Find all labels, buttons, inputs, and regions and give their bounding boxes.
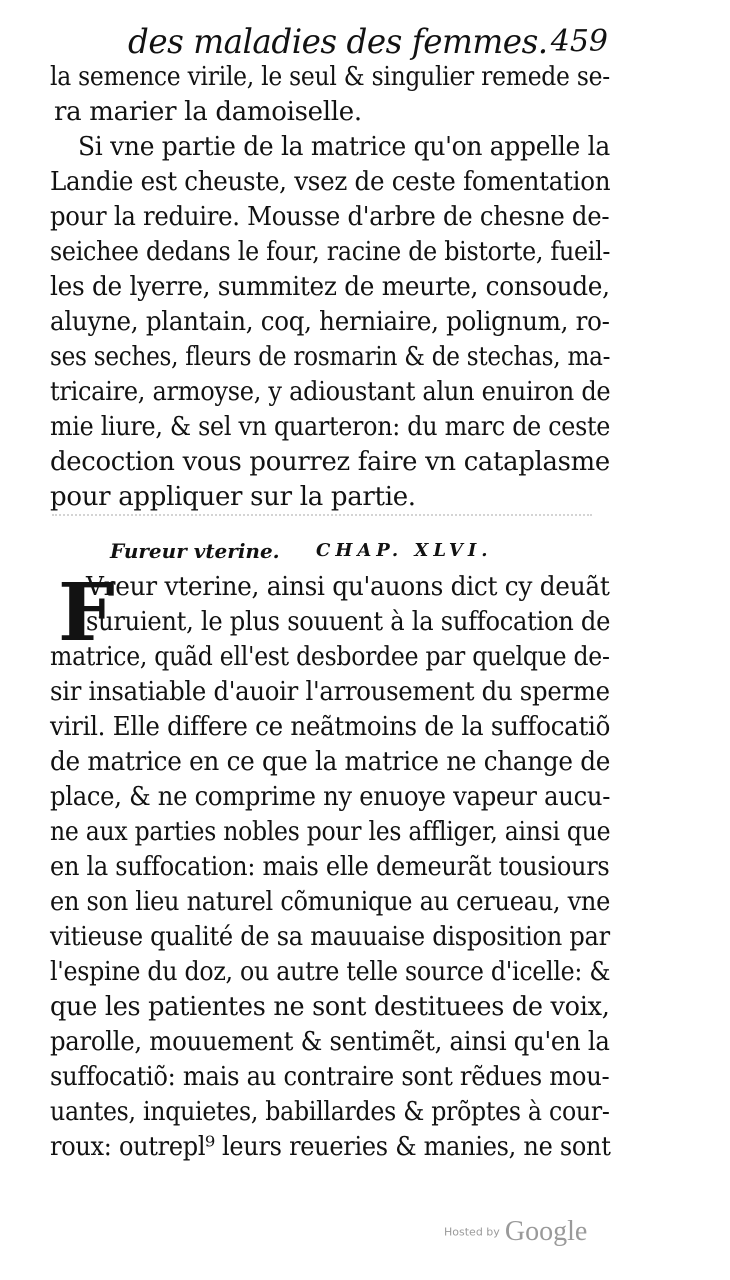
text-line: ses seches, fleurs de rosmarin & de stechas, ma- [50, 342, 611, 372]
text-line: viril. Elle differe ce neãtmoins de la suffocatiõ [50, 712, 611, 742]
text-line: la semence virile, le seul & singulier remede se- [50, 62, 610, 92]
text-line: parolle, mouuement & sentimẽt, ainsi qu'en la [50, 1027, 610, 1057]
page-number: 459 [550, 24, 608, 59]
text-line: roux: outrepl⁹ leurs reueries & manies, ne sont [50, 1132, 611, 1162]
text-line: tricaire, armoyse, y adioustant alun enuiron de [50, 377, 611, 407]
text-line: en la suffocation: mais elle demeurãt tousiours [50, 852, 610, 882]
text-line: pour la reduire. Mousse d'arbre de chesne de- [50, 202, 610, 232]
running-title: des maladies des femmes. [128, 22, 548, 62]
text-line: suffocatiõ: mais au contraire sont rẽdues mou- [50, 1062, 610, 1092]
text-line: l'espine du doz, ou autre telle source d'icelle: & [50, 957, 611, 987]
text-line: seichee dedans le four, racine de bistorte, fueil- [50, 237, 611, 267]
text-line: de matrice en ce que la matrice ne change de [50, 747, 611, 777]
text-line: mie liure, & sel vn quarteron: du marc de ceste [50, 412, 611, 442]
text-line: que les patientes ne sont destituees de voix, [50, 992, 610, 1022]
text-line: decoction vous pourrez faire vn cataplasme [50, 447, 610, 477]
text-line: aluyne, plantain, coq, herniaire, polignum, ro- [50, 307, 610, 337]
text-line: vitieuse qualité de sa mauuaise disposition par [50, 922, 610, 952]
text-line: place, & ne comprime ny enuoye vapeur aucu- [50, 782, 611, 812]
hosted-by-google-watermark [444, 1216, 587, 1248]
drop-cap-initial: F [58, 565, 115, 659]
chapter-heading [110, 534, 570, 568]
faint-bleedthrough-divider [52, 514, 592, 522]
watermark-prefix: Hosted by [444, 1225, 500, 1239]
text-line: en son lieu naturel cõmunique au cerueau, vne [50, 887, 611, 917]
text-line: pour appliquer sur la partie. [50, 482, 416, 512]
text-line: Si vne partie de la matrice qu'on appelle la [78, 132, 610, 162]
text-line: matrice, quãd ell'est desbordee par quelque de- [50, 642, 610, 672]
text-line: sir insatiable d'auoir l'arrousement du sperme [50, 677, 610, 707]
text-line: Vreur vterine, ainsi qu'auons dict cy deuãt [86, 572, 610, 602]
text-line: les de lyerre, summitez de meurte, consoude, [50, 272, 610, 302]
text-line: ra marier la damoiselle. [54, 97, 362, 127]
text-line: uantes, inquietes, babillardes & prõptes à cour- [50, 1097, 610, 1127]
chapter-number: CHAP. XLVI. [316, 540, 493, 561]
running-head [128, 20, 608, 64]
google-logo: Google [504, 1216, 588, 1247]
text-line: Landie est cheuste, vsez de ceste fomentation [50, 167, 611, 197]
text-line: suruient, le plus souuent à la suffocation de [86, 607, 611, 637]
chapter-title: Fureur vterine. [110, 539, 280, 563]
text-line: ne aux parties nobles pour les affliger, ainsi que [50, 817, 611, 847]
